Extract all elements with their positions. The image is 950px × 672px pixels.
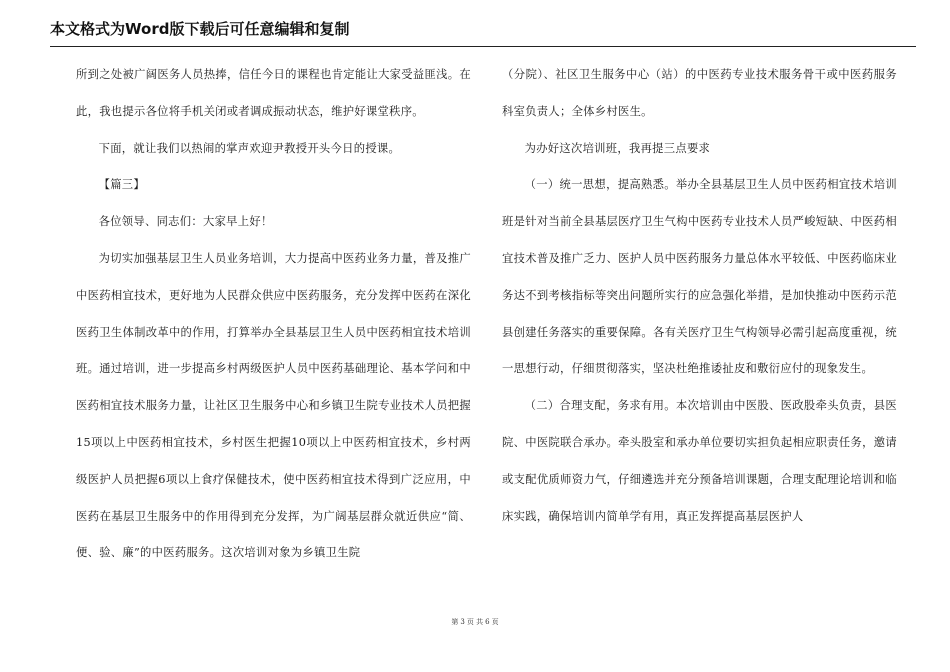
paragraph: 为切实加强基层卫生人员业务培训，大力提高中医药业务力量，普及推广中医药相宜技术，更好地为人民群众供应中医药服务，充分发挥中医药在深化医药卫生体制改革中的作用，打算举办全县基层卫生人员中医药相宜技术培训班。通过培训，进一步提高乡村两级医护人员中医药基础理论、基本学问和中医药相宜技术服务力量，让社区卫生服务中心和乡镇卫生院专业技术人员把握15项以上中医药相宜技术，乡村医生把握10项以上中医药相宜技术，乡村两级医护人员把握6项以上食疗保健技术，使中医药相宜技术得到广泛应用，中医药在基层卫生服务中的作用得到充分发挥，为广阔基层群众就近供应“简、便、验、廉”的中医药服务。这次培训对象为乡镇卫生院 bbox=[76, 251, 471, 560]
paragraph: 所到之处被广阔医务人员热捧，信任今日的课程也肯定能让大家受益匪浅。在此，我也提示各位将手机关闭或者调成振动状态，维护好课堂秩序。 bbox=[76, 68, 471, 118]
page-header bbox=[50, 12, 916, 47]
paragraph: （分院）、社区卫生服务中心（站）的中医药专业技术服务骨干或中医药服务科室负责人；全体乡村医生。 bbox=[502, 68, 897, 118]
greeting: 各位领导、同志们：大家早上好！ bbox=[98, 215, 273, 229]
page-total: 6 bbox=[485, 618, 490, 626]
document-title: 本文格式为Word版下载后可任意编辑和复制 bbox=[50, 20, 350, 38]
paragraph: （二）合理支配，务求有用。本次培训由中医股、医政股牵头负责，县医院、中医院联合承办。牵头股室和承办单位要切实担负起相应职责任务，邀请或支配优质师资力气，仔细遴选并充分预备培训课题，合理支配理论培训和临床实践，确保培训内简单学有用，真正发挥提高基层医护人 bbox=[502, 399, 897, 523]
page-suffix: 页 bbox=[491, 618, 499, 626]
left-column bbox=[76, 57, 471, 572]
paragraph: 为办好这次培训班，我再提三点要求 bbox=[524, 141, 711, 155]
page-middle: 页 共 bbox=[466, 618, 484, 626]
section-heading: 【篇三】 bbox=[98, 178, 145, 192]
right-column bbox=[502, 57, 897, 535]
page-current: 3 bbox=[460, 618, 465, 626]
paragraph: （一）统一思想，提高熟悉。举办全县基层卫生人员中医药相宜技术培训班是针对当前全县基层医疗卫生气构中医药专业技术人员严峻短缺、中医药相宜技术普及推广乏力、医护人员中医药服务力量总体水平较低、中医药临床业务达不到考核指标等突出问题所实行的应急强化举措，是加快推动中医药示范县创建任务落实的重要保障。各有关医疗卫生气构领导必需引起高度重视，统一思想行动，仔细贯彻落实，坚决杜绝推诿扯皮和敷衍应付的现象发生。 bbox=[502, 178, 897, 376]
page-number bbox=[0, 617, 950, 627]
page-prefix: 第 bbox=[451, 618, 459, 626]
paragraph: 下面，就让我们以热闹的掌声欢迎尹教授开头今日的授课。 bbox=[98, 141, 401, 155]
